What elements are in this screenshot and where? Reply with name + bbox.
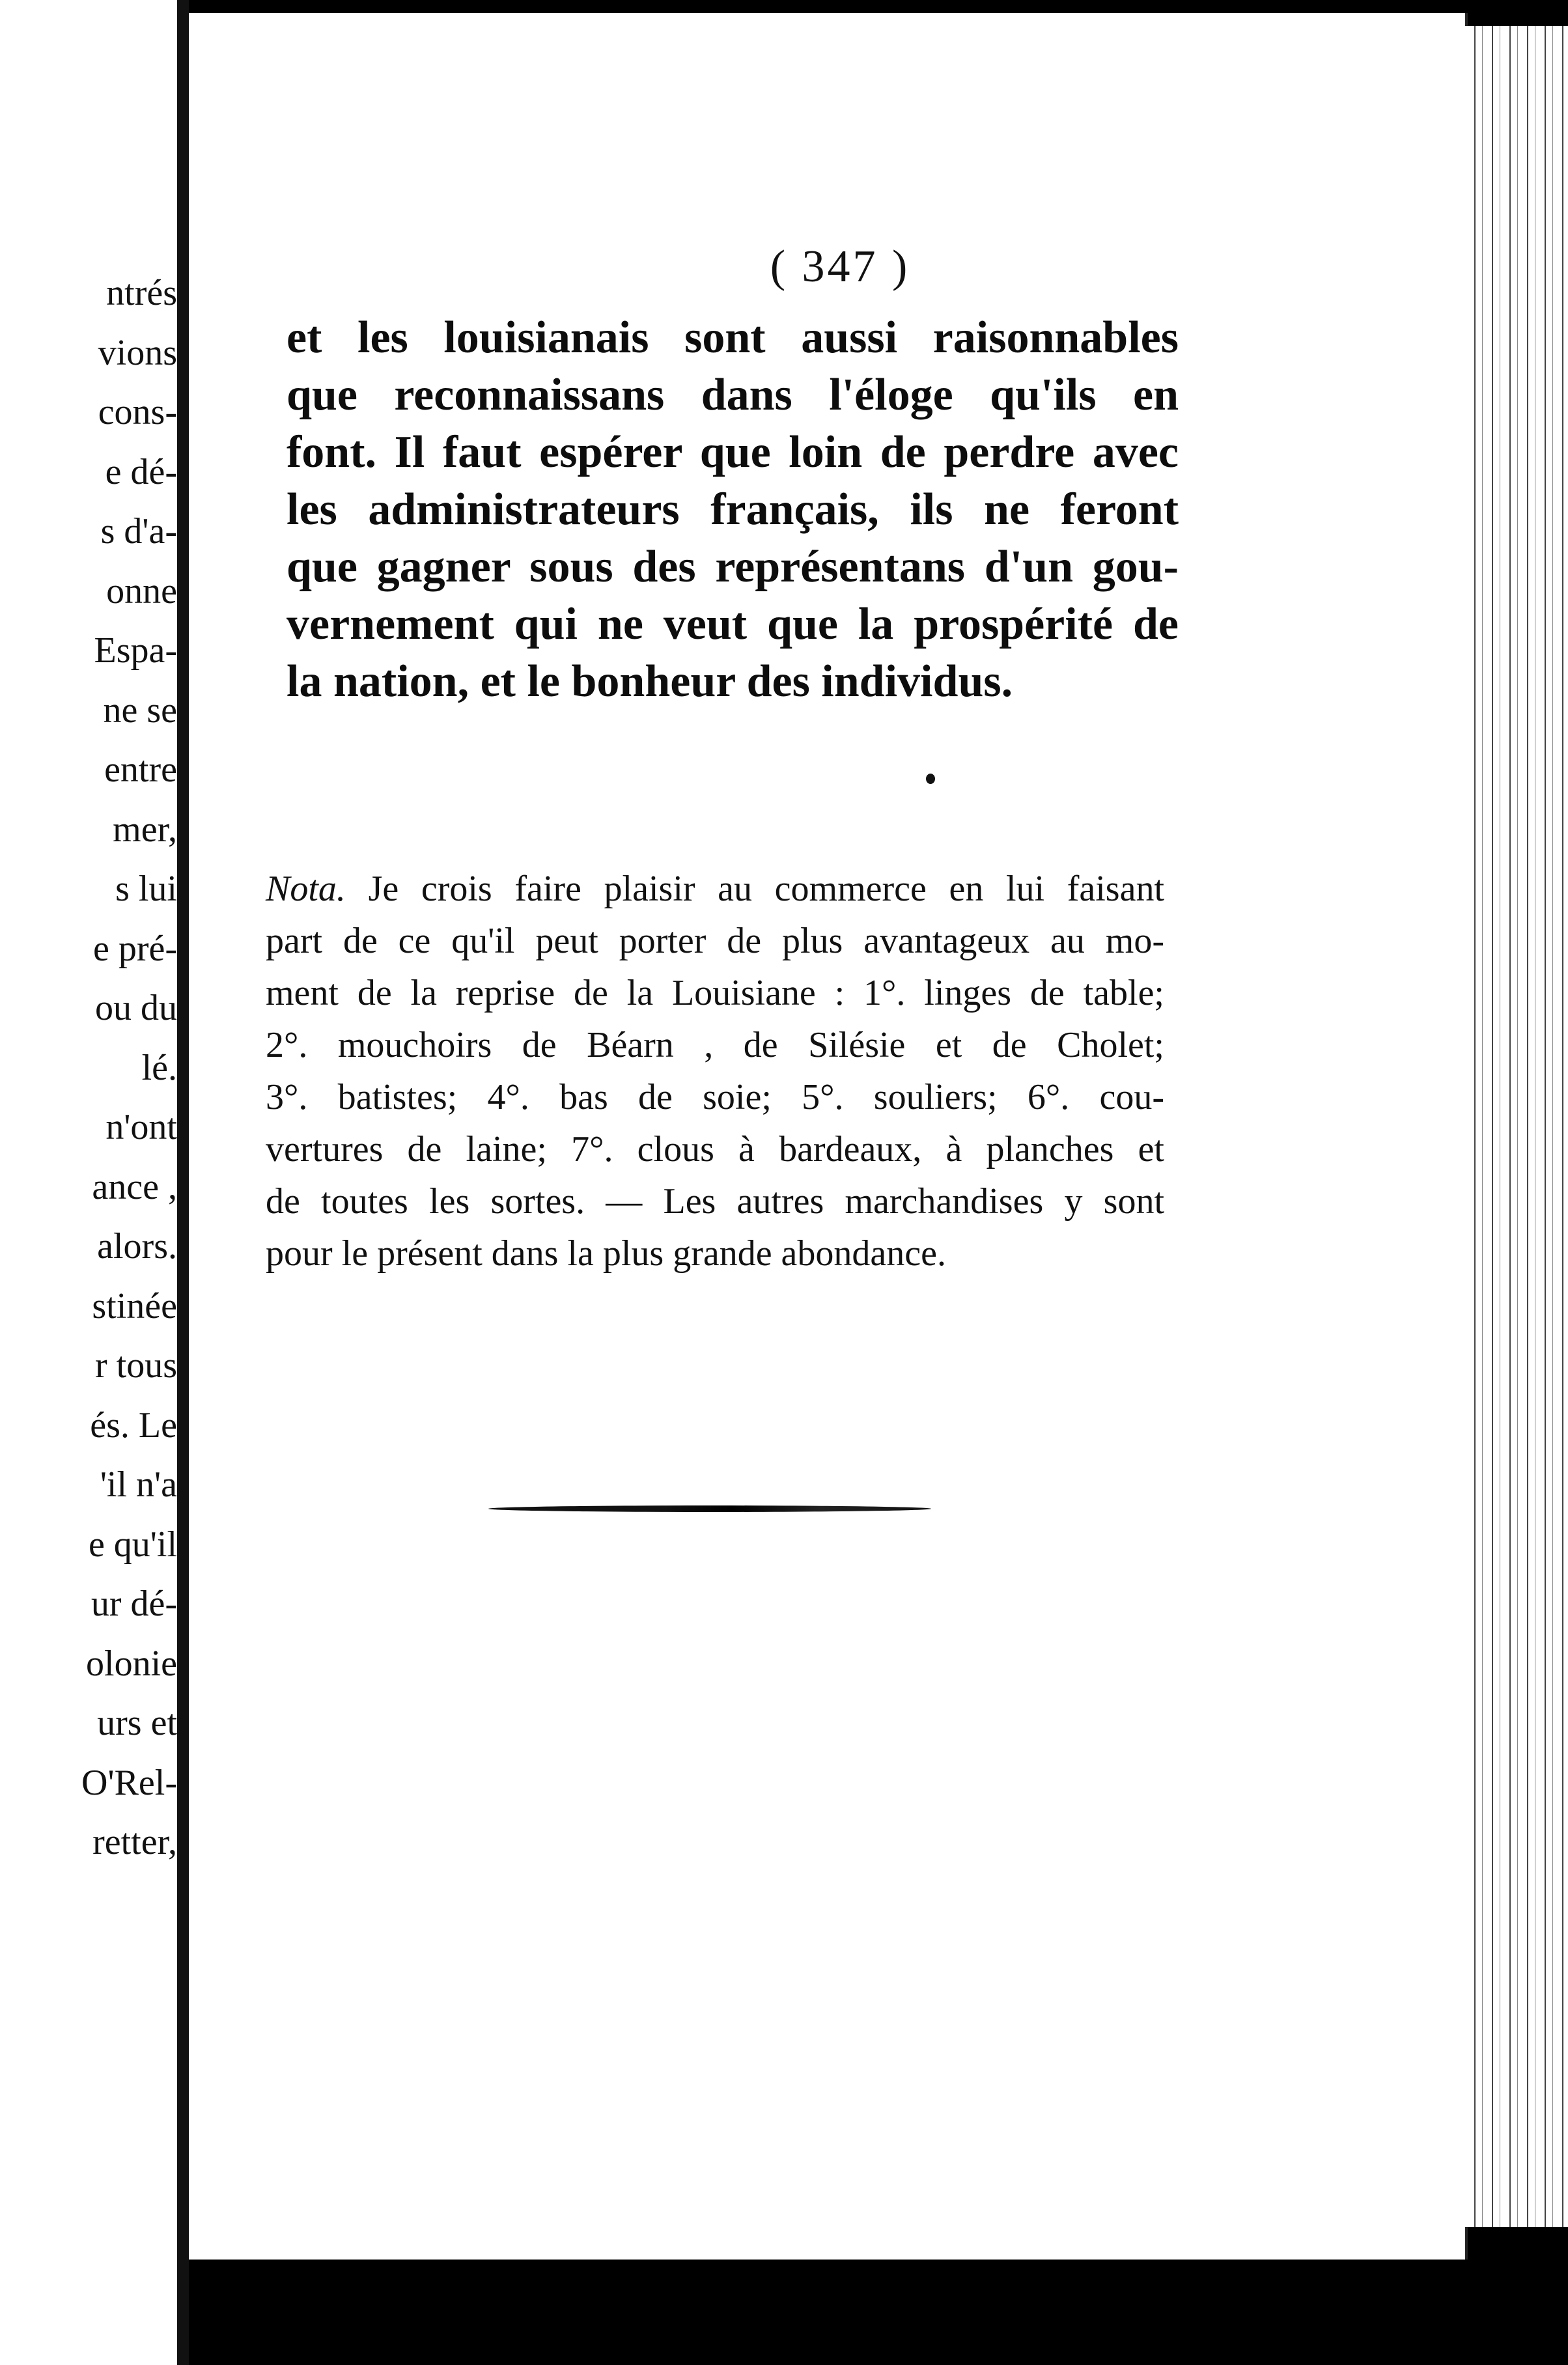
- ink-dot: [926, 774, 935, 784]
- nota-line: ment de la reprise de la Louisiane : 1°. linges de table;: [266, 973, 1164, 1013]
- right-page: [189, 13, 1468, 2260]
- left-line: O'Rel-: [81, 1762, 177, 1803]
- left-line: lé.: [141, 1047, 177, 1088]
- main-paragraph: [287, 309, 1179, 710]
- left-line: e dé-: [105, 451, 177, 492]
- left-line: Espa-: [94, 630, 177, 671]
- book-gutter: [177, 0, 189, 2365]
- left-line: e qu'il: [88, 1524, 177, 1565]
- left-line: olonie: [86, 1643, 177, 1684]
- left-line: ntrés: [106, 273, 177, 313]
- nota-line: de toutes les sortes. — Les autres marchandises y sont: [266, 1181, 1164, 1222]
- left-line: ur dé-: [91, 1584, 177, 1624]
- nota-block: [266, 863, 1164, 1280]
- left-line: ne se: [103, 690, 177, 731]
- paragraph-line: que gagner sous des représentans d'un gou-: [287, 542, 1179, 592]
- left-line: cons-: [98, 392, 177, 432]
- left-line: r tous: [95, 1345, 177, 1386]
- nota-line: pour le présent dans la plus grande abondance.: [266, 1233, 946, 1274]
- page-edges: [1465, 26, 1568, 2227]
- nota-line: part de ce qu'il peut porter de plus avantageux au mo-: [266, 921, 1164, 961]
- left-page-text: [0, 264, 177, 1873]
- left-line: e pré-: [92, 928, 177, 969]
- paragraph-line: font. Il faut espérer que loin de perdre avec: [287, 427, 1179, 477]
- left-line: urs et: [97, 1703, 177, 1743]
- left-page: [0, 0, 177, 2365]
- left-line: vions: [98, 332, 177, 373]
- left-line: ou du: [95, 988, 177, 1028]
- left-line: onne: [106, 570, 177, 611]
- left-line: n'ont: [105, 1107, 177, 1147]
- left-line: mer,: [113, 809, 177, 850]
- left-line: retter,: [92, 1822, 177, 1862]
- paragraph-line: vernement qui ne veut que la prospérité de: [287, 599, 1179, 649]
- paragraph-line: les administrateurs français, ils ne feront: [287, 484, 1179, 535]
- left-line: stinée: [92, 1285, 177, 1326]
- paragraph-line: la nation, et le bonheur des individus.: [287, 656, 1013, 707]
- left-line: s lui: [115, 869, 177, 909]
- page-number: ( 347 ): [770, 242, 910, 292]
- left-line: és. Le: [90, 1405, 177, 1446]
- left-line: ance ,: [92, 1166, 177, 1207]
- nota-line: 2°. mouchoirs de Béarn , de Silésie et de Cholet;: [266, 1025, 1164, 1065]
- left-line: alors.: [97, 1226, 177, 1266]
- left-line: 'il n'a: [100, 1464, 177, 1505]
- paragraph-line: et les louisianais sont aussi raisonnables: [287, 313, 1179, 363]
- nota-line: 3°. batistes; 4°. bas de soie; 5°. souliers; 6°. cou-: [266, 1077, 1164, 1117]
- left-line: entre: [104, 749, 177, 790]
- decorative-rule: [488, 1505, 931, 1512]
- nota-line: vertures de laine; 7°. clous à bardeaux, à planches et: [266, 1129, 1164, 1169]
- nota-first-line: [266, 863, 1164, 915]
- nota-label: Nota.: [266, 869, 346, 909]
- paragraph-line: que reconnaissans dans l'éloge qu'ils en: [287, 370, 1179, 420]
- nota-first-text: Je crois faire plaisir au commerce en lui faisant: [368, 869, 1165, 909]
- left-line: s d'a-: [100, 511, 177, 552]
